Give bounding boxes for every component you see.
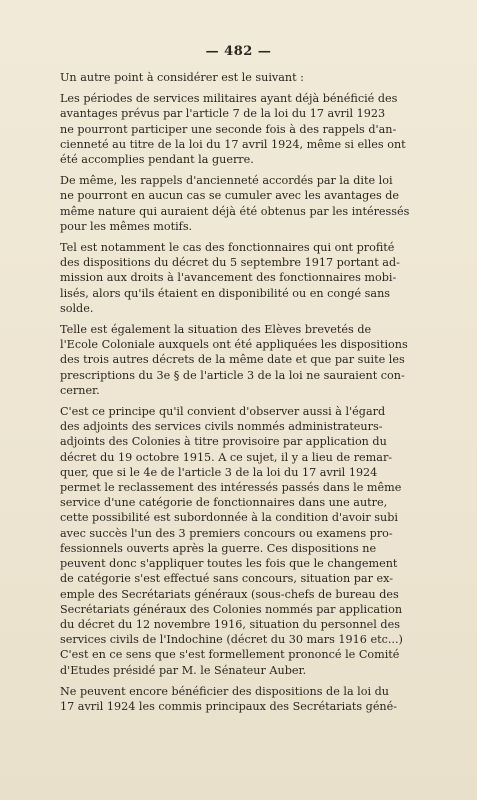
text-line: des trois autres décrets de la même date et que par suite les bbox=[60, 353, 405, 367]
text-line: quer, que si le 4e de l'article 3 de la loi du 17 avril 1924 bbox=[60, 465, 378, 479]
paragraph bbox=[60, 91, 440, 167]
text-line: prescriptions du 3e § de l'article 3 de la loi ne sauraient con- bbox=[60, 368, 405, 382]
text-line: lisés, alors qu'ils étaient en disponibilité ou en congé sans bbox=[60, 286, 391, 300]
text-line: C'est en ce sens que s'est formellement prononcé le Comité bbox=[60, 648, 400, 662]
text-line: 17 avril 1924 les commis principaux des Secrétariats géné- bbox=[60, 699, 398, 713]
text-line: ne pourront en aucun cas se cumuler avec les avantages de bbox=[60, 189, 400, 203]
text-line: du décret du 12 novembre 1916, situation du personnel des bbox=[60, 617, 400, 631]
text-line: ne pourront participer une seconde fois à des rappels d'an- bbox=[60, 122, 397, 136]
text-line: Tel est notamment le cas des fonctionnaires qui ont profité bbox=[60, 241, 395, 255]
text-line: C'est ce principe qu'il convient d'observer aussi à l'égard bbox=[60, 405, 386, 419]
text-line: pour les mêmes motifs. bbox=[60, 219, 193, 233]
text-line: Les périodes de services militaires ayant déjà bénéficié des bbox=[60, 92, 398, 106]
text-line: De même, les rappels d'ancienneté accordés par la dite loi bbox=[60, 174, 393, 188]
text-line: cerner. bbox=[60, 383, 100, 397]
text-line: services civils de l'Indochine (décret du 30 mars 1916 etc...) bbox=[60, 633, 403, 647]
page-number: — 482 — bbox=[205, 44, 272, 59]
text-line: mission aux droits à l'avancement des fonctionnaires mobi- bbox=[60, 271, 397, 285]
paragraph bbox=[60, 684, 440, 714]
text-line: avantages prévus par l'article 7 de la loi du 17 avril 1923 bbox=[60, 107, 386, 121]
text-line: Telle est également la situation des Elèves brevetés de bbox=[60, 323, 372, 337]
text-line: peuvent donc s'appliquer toutes les fois que le changement bbox=[60, 557, 398, 571]
text-line: d'Etudes présidé par M. le Sénateur Auber. bbox=[60, 663, 307, 677]
text-line: cette possibilité est subordonnée à la condition d'avoir subi bbox=[60, 511, 398, 525]
text-line: des adjoints des services civils nommés administrateurs- bbox=[60, 420, 383, 434]
paragraph bbox=[60, 240, 440, 316]
text-line: Secrétariats généraux des Colonies nommés par application bbox=[60, 602, 403, 616]
text-line: avec succès l'un des 3 premiers concours ou examens pro- bbox=[60, 526, 393, 540]
paragraph bbox=[60, 173, 440, 234]
text-line: décret du 19 octobre 1915. A ce sujet, il y a lieu de remar- bbox=[60, 450, 393, 464]
text-line: emple des Secrétariats généraux (sous-chefs de bureau des bbox=[60, 587, 399, 601]
paragraph bbox=[60, 404, 440, 678]
text-line: même nature qui auraient déjà été obtenus par les intéressés bbox=[60, 204, 410, 218]
text-line: de catégorie s'est effectué sans concours, situation par ex- bbox=[60, 572, 393, 586]
paragraph bbox=[60, 70, 440, 85]
text-line: Un autre point à considérer est le suivant : bbox=[60, 71, 304, 84]
text-line: cienneté au titre de la loi du 17 avril 1924, même si elles ont bbox=[60, 137, 406, 151]
text-line: solde. bbox=[60, 301, 94, 315]
text-line: adjoints des Colonies à titre provisoire par application du bbox=[60, 435, 387, 449]
text-line: des dispositions du décret du 5 septembre 1917 portant ad- bbox=[60, 256, 400, 270]
text-line: service d'une catégorie de fonctionnaires dans une autre, bbox=[60, 496, 388, 510]
text-line: l'Ecole Coloniale auxquels ont été appliquées les dispositions bbox=[60, 338, 408, 352]
body-text bbox=[60, 70, 440, 720]
paragraph bbox=[60, 322, 440, 398]
text-line: permet le reclassement des intéressés passés dans le même bbox=[60, 481, 402, 495]
text-line: été accomplies pendant la guerre. bbox=[60, 153, 254, 167]
text-line: fessionnels ouverts après la guerre. Ces dispositions ne bbox=[60, 541, 377, 555]
text-line: Ne peuvent encore bénéficier des dispositions de la loi du bbox=[60, 684, 389, 698]
